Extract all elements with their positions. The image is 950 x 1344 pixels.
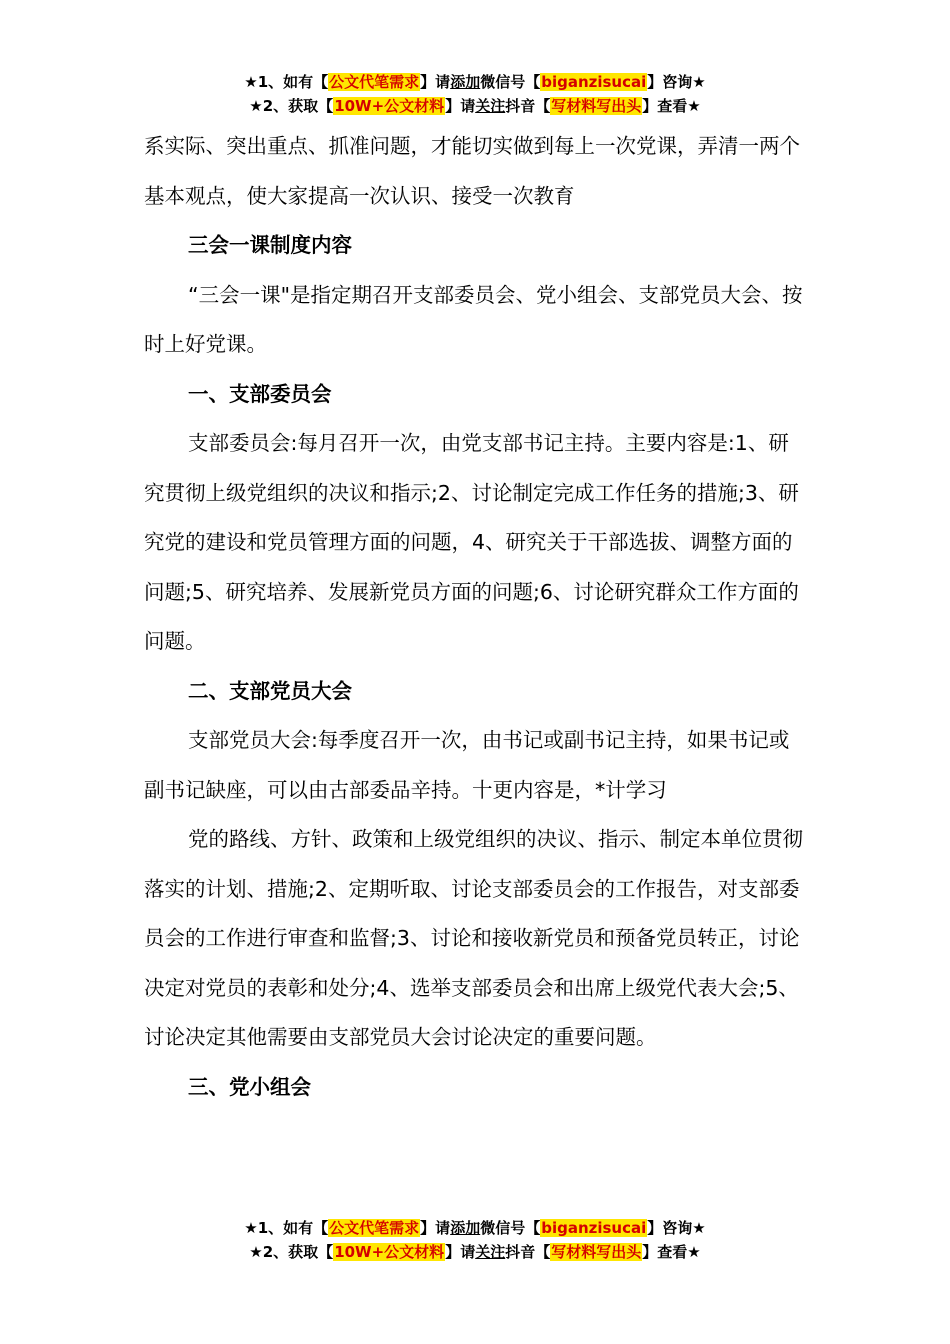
section-heading: 二、支部党员大会 — [188, 678, 352, 703]
banner-highlight: 写材料写出头 — [551, 97, 642, 115]
body-paragraph: 党的路线、方针、政策和上级党组织的决议、指示、制定本单位贯彻落实的计划、措施;2、定期听取、讨论支部委员会的工作报告，对支部委员会的工作进行审查和监督;3、讨论和接收新党员和预备党员转正，讨论决定对党员的表彰和处分;4、选举支部委员会和出席上级党代表大会;5、讨论决定其他需要由支部党员大会讨论决定的重要问题。 — [144, 827, 803, 1049]
body-paragraph: 支部委员会:每月召开一次，由党支部书记主持。主要内容是:1、研究贯彻上级党组织的决议和指示;2、讨论制定完成工作任务的措施;3、研究党的建设和党员管理方面的问题，4、研究关于干部选拔、调整方面的问题;5、研究培养、发展新党员方面的问题;6、讨论研究群众工作方面的问题。 — [144, 431, 799, 653]
banner-highlight: 10W+公文材料 — [334, 1243, 445, 1261]
banner-text: 微信号【 — [480, 73, 541, 91]
banner-highlight: 10W+公文材料 — [334, 97, 445, 115]
banner-highlight: biganzisucai — [541, 73, 647, 91]
banner-highlight: 公文代笔需求 — [329, 1219, 420, 1237]
banner-emphasis: 关注 — [475, 1243, 506, 1261]
banner-text: 】请 — [420, 73, 451, 91]
banner-text: 】请 — [445, 1243, 476, 1261]
banner-line-2 — [0, 1240, 950, 1264]
section-heading: 三、党小组会 — [188, 1074, 311, 1099]
banner-text: 抖音【 — [505, 97, 551, 115]
banner-text: 】请 — [420, 1219, 451, 1237]
banner-text: ★1、如有【 — [244, 73, 329, 91]
banner-emphasis: 关注 — [475, 97, 506, 115]
body-paragraph: 系实际、突出重点、抓准问题，才能切实做到每上一次党课，弄清一两个基本观点，使大家提高一次认识、接受一次教育 — [144, 134, 800, 208]
banner-text: 】查看★ — [642, 97, 701, 115]
banner-emphasis: 添加 — [450, 1219, 481, 1237]
banner-text: 微信号【 — [480, 1219, 541, 1237]
banner-text: 抖音【 — [505, 1243, 551, 1261]
body-paragraph: 支部党员大会:每季度召开一次，由书记或副书记主持，如果书记或副书记缺座，可以由古部委品辛持。十更内容是，*计学习 — [144, 728, 790, 802]
banner-text: 】咨询★ — [647, 1219, 706, 1237]
section-heading: 三会一课制度内容 — [188, 233, 352, 257]
banner-highlight: 公文代笔需求 — [329, 73, 420, 91]
body-paragraph: “三会一课"是指定期召开支部委员会、党小组会、支部党员大会、按时上好党课。 — [144, 282, 803, 356]
section-heading: 一、支部委员会 — [188, 381, 332, 406]
banner-line-1 — [0, 70, 950, 94]
banner-line-1 — [0, 1216, 950, 1240]
header-banner — [0, 70, 950, 118]
banner-text: 】咨询★ — [647, 73, 706, 91]
banner-text: ★2、获取【 — [249, 97, 334, 115]
banner-highlight: biganzisucai — [541, 1219, 647, 1237]
banner-text: 】查看★ — [642, 1243, 701, 1261]
banner-line-2 — [0, 94, 950, 118]
banner-highlight: 写材料写出头 — [551, 1243, 642, 1261]
footer-banner — [0, 1216, 950, 1264]
banner-emphasis: 添加 — [450, 73, 481, 91]
banner-text: 】请 — [445, 97, 476, 115]
banner-text: ★1、如有【 — [244, 1219, 329, 1237]
banner-text: ★2、获取【 — [249, 1243, 334, 1261]
document-body — [144, 122, 808, 1112]
